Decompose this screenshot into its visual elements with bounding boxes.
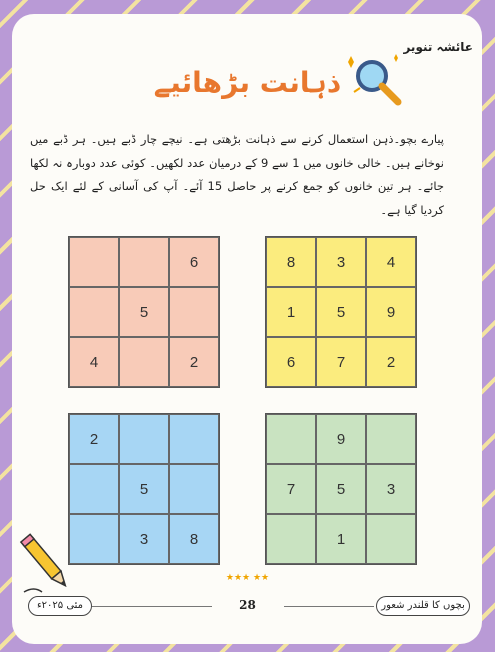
grid-cell [169,464,219,514]
magnifier-icon [338,52,408,112]
puzzle-grid-pink [68,236,220,388]
grid-cell [366,414,416,464]
grid-cell [266,514,316,564]
pencil-icon [18,530,78,600]
grid-cell [169,287,219,337]
magazine-name: بچوں کا قلندر شعور [376,596,470,616]
grid-cell: 6 [169,237,219,287]
grid-cell: 8 [169,514,219,564]
grid-cell [169,414,219,464]
grid-cell: 2 [366,337,416,387]
grid-cell: 3 [316,237,366,287]
grid-cell: 7 [316,337,366,387]
grid-cell [366,514,416,564]
grid-cell: 5 [316,287,366,337]
grid-cell [119,414,169,464]
puzzle-grid-yellow [265,236,417,388]
grid-cell: 3 [366,464,416,514]
author-name: عائشہ تنویر [403,40,473,54]
grid-cell [266,414,316,464]
grid-cell [119,237,169,287]
grid-cell: 5 [119,464,169,514]
grid-cell: 1 [266,287,316,337]
instructions-paragraph: پیارے بچو۔ذہن استعمال کرنے سے ذہانت بڑھتی ہے۔ نیچے چار ڈبے ہیں۔ ہر ڈبے میں نوخانے ہیں۔ خالی خانوں میں 1 سے 9 کے درمیان عدد لکھیں۔ کوئی عدد دوبارہ نہ لکھا جائے۔ ہر تین خانوں کو جمع کرنے پر حاصل 15 آئے۔ آپ کی آسانی کے لئے ایک حل کردیا گیا ہے۔ [30,132,445,217]
grid-cell: 8 [266,237,316,287]
decorative-stars: ★★★ ★★ [225,573,270,583]
grid-cell [69,287,119,337]
page-number: 28 [239,598,256,612]
page-title: ذہانت بڑھائیے [153,66,342,99]
grid-cell: 2 [69,414,119,464]
issue-date: مئی ۲۰۲۵ء [28,596,92,616]
grid-cell: 7 [266,464,316,514]
grid-cell [69,237,119,287]
grid-cell: 2 [169,337,219,387]
grid-cell: 9 [316,414,366,464]
puzzle-grid-blue [68,413,220,565]
grid-cell: 4 [69,337,119,387]
grid-cell: 5 [119,287,169,337]
puzzle-grid-green [265,413,417,565]
grid-cell [69,464,119,514]
grid-cell: 4 [366,237,416,287]
grid-cell: 3 [119,514,169,564]
grid-cell [119,337,169,387]
grid-cell: 6 [266,337,316,387]
grid-cell: 5 [316,464,366,514]
grid-cell: 1 [316,514,366,564]
grid-cell: 9 [366,287,416,337]
